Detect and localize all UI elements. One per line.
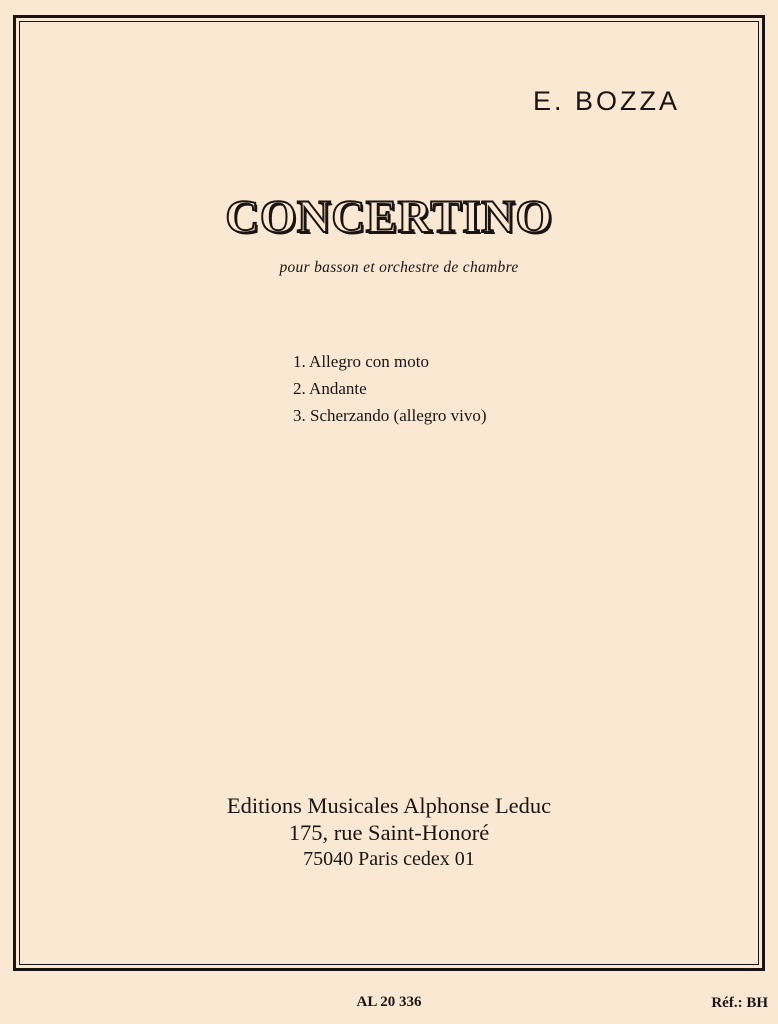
reference-code: Réf.: BH	[711, 995, 768, 1011]
publisher-block	[0, 792, 778, 873]
title-container	[0, 190, 778, 244]
plate-number: AL 20 336	[356, 994, 422, 1010]
movement-item: 3. Scherzando (allegro vivo)	[293, 406, 487, 425]
composer-name: E. BOZZA	[532, 86, 680, 116]
movement-item: 2. Andante	[293, 379, 367, 398]
work-title: CONCERTINO	[225, 191, 553, 243]
instrumentation-subtitle: pour basson et orchestre de chambre	[279, 259, 519, 276]
publisher-street: 175, rue Saint-Honoré	[288, 820, 490, 845]
movement-list	[293, 348, 487, 429]
publisher-name: Editions Musicales Alphonse Leduc	[226, 793, 552, 818]
movement-item: 1. Allegro con moto	[293, 352, 429, 371]
publisher-city: 75040 Paris cedex 01	[303, 848, 475, 870]
